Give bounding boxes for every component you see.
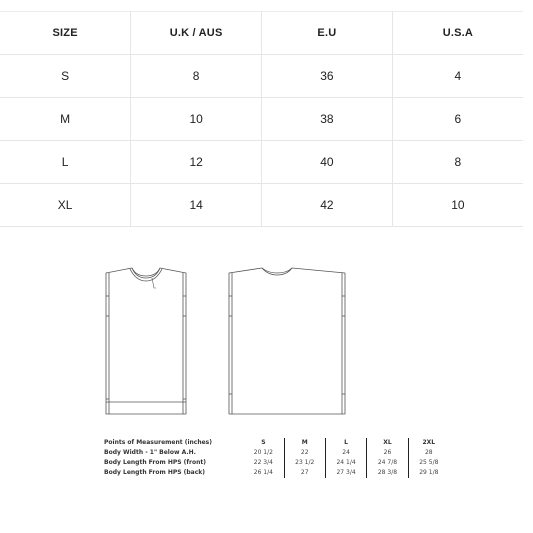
measurement-value: 22 — [284, 448, 325, 458]
measurement-value: 24 1/4 — [325, 458, 366, 468]
measurement-value: 26 — [367, 448, 408, 458]
measurement-value: 26 1/4 — [243, 468, 284, 478]
usa-cell: 4 — [392, 55, 523, 98]
measurement-value: 25 5/8 — [419, 459, 439, 466]
eu-cell: 42 — [262, 184, 393, 227]
size-header: 2XL — [422, 439, 436, 446]
size-row — [0, 184, 523, 227]
measurement-row — [104, 468, 449, 478]
size-table-header-row — [0, 12, 523, 55]
garment-front-sketch — [106, 268, 186, 414]
measurement-value: 27 3/4 — [325, 468, 366, 478]
measurement-header-row — [104, 438, 449, 448]
usa-cell: 10 — [392, 184, 523, 227]
uk-cell: 14 — [131, 184, 262, 227]
eu-cell: 36 — [262, 55, 393, 98]
uk-cell: 10 — [131, 98, 262, 141]
eu-cell: 40 — [262, 141, 393, 184]
measurement-value: 23 1/2 — [284, 458, 325, 468]
size-row — [0, 141, 523, 184]
size-header: S — [243, 438, 284, 448]
measurement-row — [104, 448, 449, 458]
size-cell: L — [0, 141, 131, 184]
size-header: M — [284, 438, 325, 448]
measurement-value: 24 7/8 — [367, 458, 408, 468]
measurement-value: 27 — [284, 468, 325, 478]
measurement-label: Body Length From HPS (front) — [104, 459, 206, 466]
uk-cell: 8 — [131, 55, 262, 98]
measurement-label: Body Width - 1" Below A.H. — [104, 449, 196, 456]
size-conversion-table — [0, 11, 523, 227]
measurement-value: 20 1/2 — [243, 448, 284, 458]
measurement-label: Body Length From HPS (back) — [104, 469, 206, 476]
size-cell: M — [0, 98, 131, 141]
measurement-value: 28 — [424, 449, 433, 456]
size-row — [0, 55, 523, 98]
measurement-table — [104, 438, 449, 478]
header-uk-aus: U.K / AUS — [131, 12, 262, 55]
measurement-value: 29 1/8 — [419, 469, 439, 476]
measurement-value: 24 — [325, 448, 366, 458]
measurement-value: 28 3/8 — [367, 468, 408, 478]
header-usa: U.S.A — [392, 12, 523, 55]
size-cell: S — [0, 55, 131, 98]
header-size: SIZE — [0, 12, 131, 55]
garment-flat-sketch — [98, 264, 358, 424]
header-eu: E.U — [262, 12, 393, 55]
measurement-value: 22 3/4 — [243, 458, 284, 468]
size-header: L — [325, 438, 366, 448]
eu-cell: 38 — [262, 98, 393, 141]
size-row — [0, 98, 523, 141]
garment-back-sketch — [229, 268, 345, 414]
measurement-row — [104, 458, 449, 468]
uk-cell: 12 — [131, 141, 262, 184]
size-cell: XL — [0, 184, 131, 227]
usa-cell: 6 — [392, 98, 523, 141]
size-header: XL — [367, 438, 408, 448]
measurement-title: Points of Measurement (inches) — [104, 439, 212, 446]
usa-cell: 8 — [392, 141, 523, 184]
